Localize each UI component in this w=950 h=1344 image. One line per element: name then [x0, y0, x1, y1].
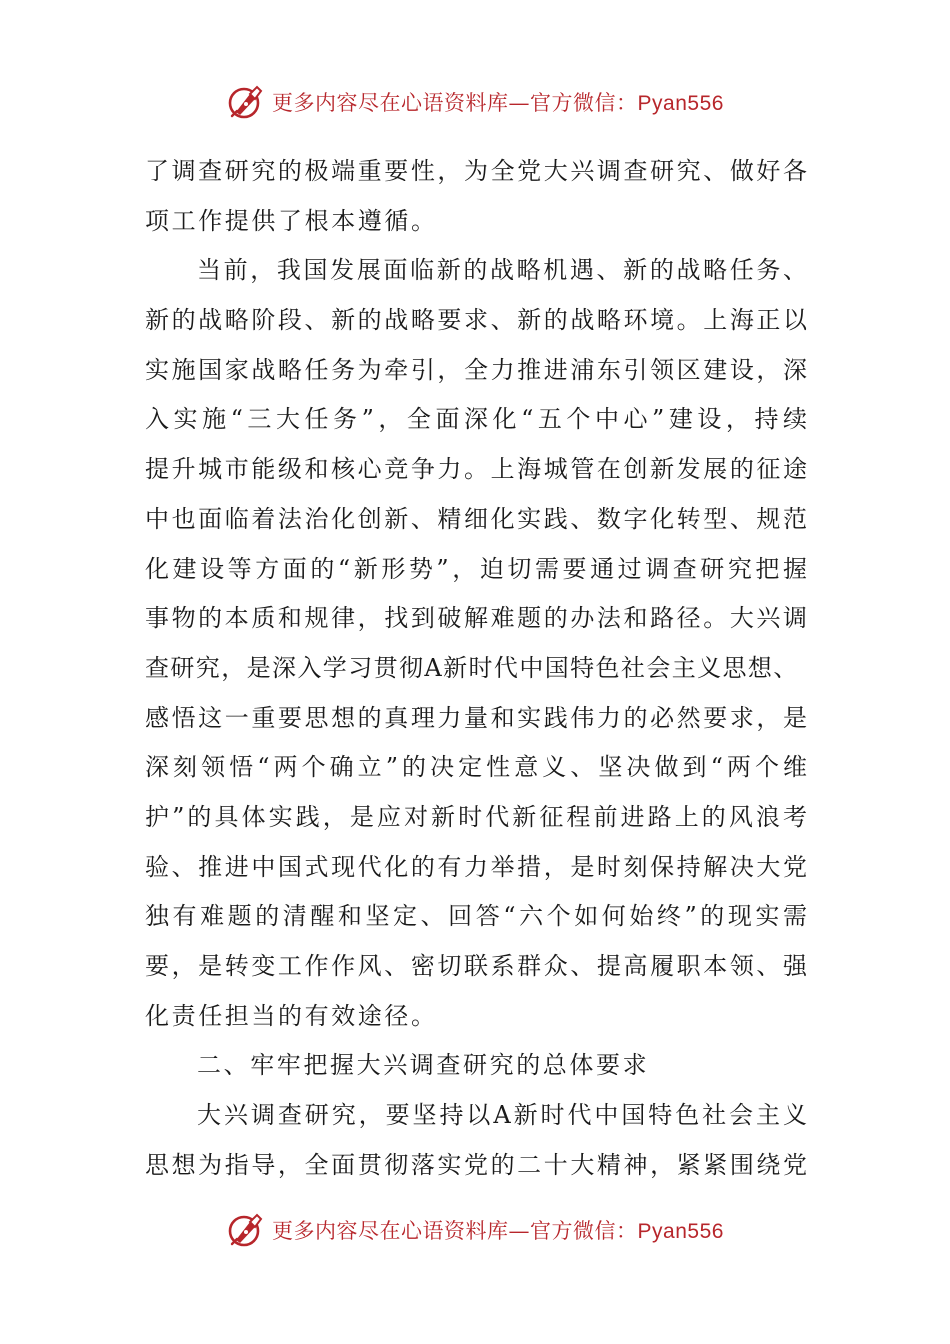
text-line: 思想为指导，全面贯彻落实党的二十大精神，紧紧围绕党 — [145, 1150, 807, 1179]
header-banner-handle: Pyan556 — [637, 92, 724, 115]
text-line: 项工作提供了根本遵循。 — [145, 206, 438, 235]
text-line: 中也面临着法治化创新、精细化实践、数字化转型、规范 — [145, 504, 807, 533]
text-line: 了调查研究的极端重要性，为全党大兴调查研究、做好各 — [145, 157, 807, 185]
header-banner-label: 更多内容尽在心语资料库—官方微信： — [272, 91, 638, 115]
footer-banner — [0, 1208, 950, 1252]
text-line: 独有难题的清醒和坚定、回答“六个如何始终”的现实需 — [145, 902, 807, 931]
pen-nib-logo-icon — [226, 82, 266, 122]
document-body — [145, 147, 807, 1190]
text-line: 深刻领悟“两个确立”的决定性意义、坚决做到“两个维 — [145, 753, 807, 782]
text-line: 查研究，是深入学习贯彻A新时代中国特色社会主义思想、 — [145, 653, 799, 682]
text-line: 入实施“三大任务”，全面深化“五个中心”建设，持续 — [145, 405, 807, 434]
text-line: 提升城市能级和核心竞争力。上海城管在创新发展的征途 — [145, 455, 807, 484]
footer-banner-label: 更多内容尽在心语资料库—官方微信： — [272, 1219, 638, 1243]
header-banner — [0, 80, 950, 124]
footer-banner-handle: Pyan556 — [637, 1220, 724, 1243]
section-heading: 二、牢牢把握大兴调查研究的总体要求 — [197, 1051, 650, 1080]
text-line: 感悟这一重要思想的真理力量和实践伟力的必然要求，是 — [145, 703, 807, 732]
paragraph-start-line: 当前，我国发展面临新的战略机遇、新的战略任务、 — [197, 256, 807, 285]
text-line: 要，是转变工作作风、密切联系群众、提高履职本领、强 — [145, 952, 807, 980]
header-banner-text — [272, 87, 724, 117]
text-line: 验、推进中国式现代化的有力举措，是时刻保持解决大党 — [145, 852, 807, 881]
text-line: 新的战略阶段、新的战略要求、新的战略环境。上海正以 — [145, 306, 807, 335]
footer-banner-text — [272, 1215, 724, 1245]
text-line: 化建设等方面的“新形势”，迫切需要通过调查研究把握 — [145, 554, 807, 583]
text-line: 化责任担当的有效途径。 — [145, 1001, 438, 1030]
pen-nib-logo-icon — [226, 1210, 266, 1250]
text-line: 实施国家战略任务为牵引，全力推进浦东引领区建设，深 — [145, 355, 807, 384]
text-line: 护”的具体实践，是应对新时代新征程前进路上的风浪考 — [145, 802, 807, 831]
text-line: 事物的本质和规律，找到破解难题的办法和路径。大兴调 — [145, 604, 807, 633]
paragraph-start-line: 大兴调查研究，要坚持以A新时代中国特色社会主义 — [197, 1101, 807, 1130]
